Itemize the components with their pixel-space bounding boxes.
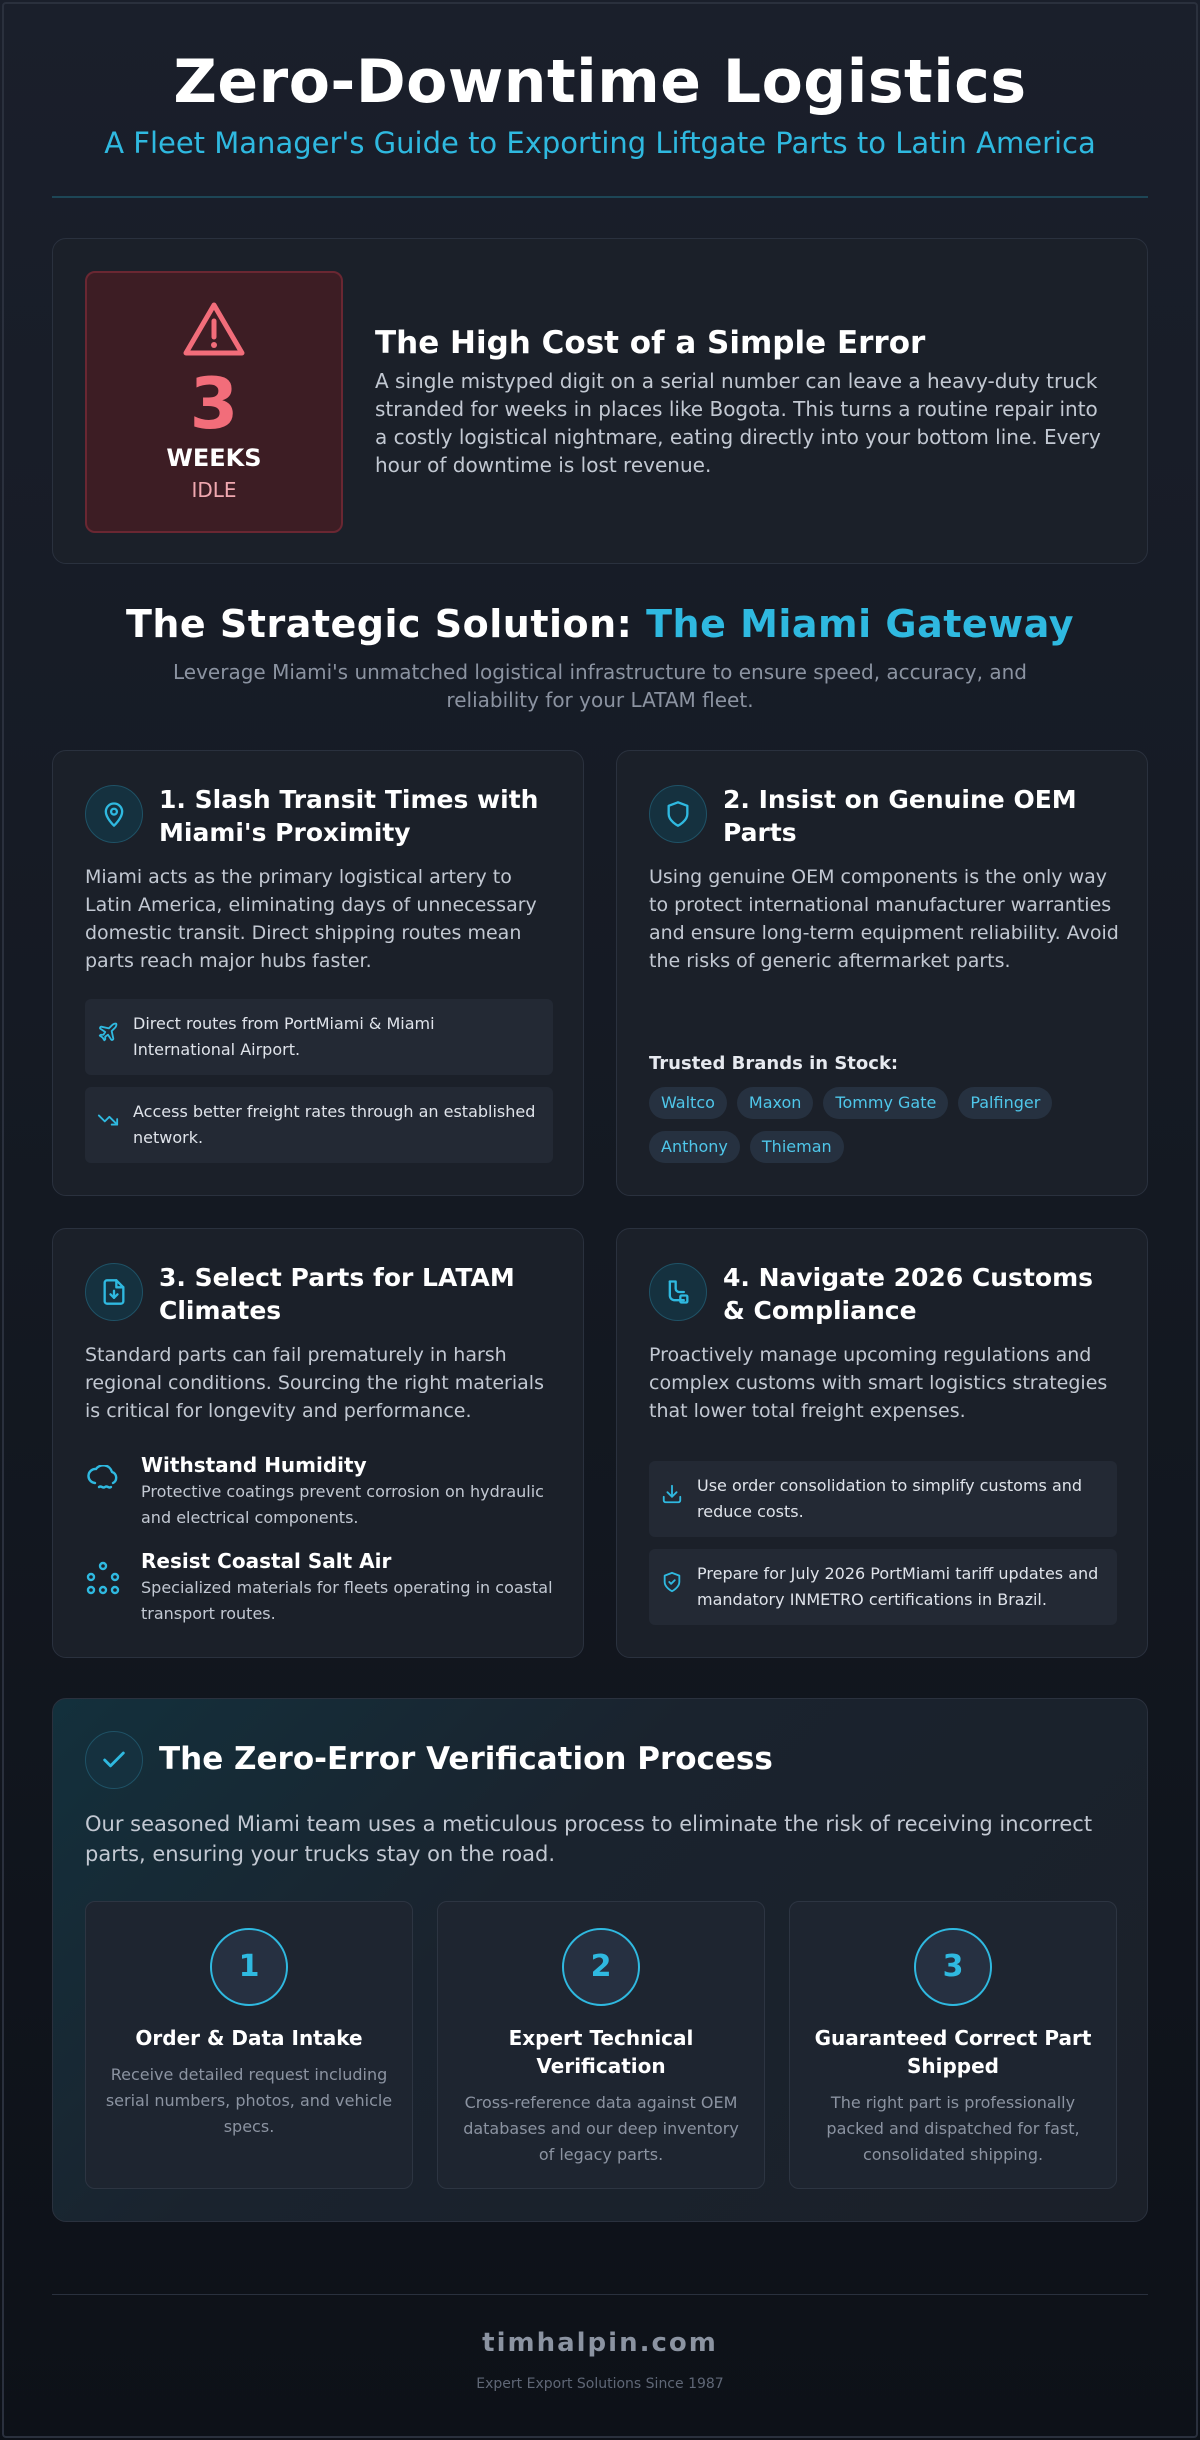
dots-icon xyxy=(85,1561,121,1599)
strategy-description: Leverage Miami's unmatched logistical infrastructure to ensure speed, accuracy, and reliability for your LATAM fleet. xyxy=(173,660,1027,712)
feature-description: Standard parts can fail prematurely in harsh regional conditions. Sourcing the right materials is critical for longevity and performance. xyxy=(85,1344,544,1422)
step-number: 3 xyxy=(914,1928,992,2006)
step-description: Cross-reference data against OEM databases and our deep inventory of legacy parts. xyxy=(463,2093,739,2164)
footer-site-link[interactable]: timhalpin.com xyxy=(482,2328,718,2358)
shield-icon xyxy=(649,785,707,843)
footer xyxy=(52,2326,1148,2394)
strategy-title xyxy=(52,598,1148,650)
step-number: 2 xyxy=(562,1928,640,2006)
feature-description: Miami acts as the primary logistical artery to Latin America, eliminating days of unnecessary domestic transit. Direct shipping routes mean parts reach major hubs faster. xyxy=(85,866,537,972)
strategy-title-prefix: The Strategic Solution: xyxy=(125,602,647,646)
climate-item-salt-air xyxy=(85,1547,555,1627)
brand-tag: Waltco xyxy=(649,1087,727,1119)
infographic xyxy=(52,0,1148,2392)
process-step xyxy=(85,1901,413,2189)
stat-number: 3 xyxy=(189,363,239,445)
brand-tag: Palfinger xyxy=(958,1087,1052,1119)
feature-title: 2. Insist on Genuine OEM Parts xyxy=(723,785,1077,847)
verification-title: The Zero-Error Verification Process xyxy=(159,1741,773,1777)
process-step xyxy=(789,1901,1117,2189)
step-number: 1 xyxy=(210,1928,288,2006)
process-step xyxy=(437,1901,765,2189)
transit-point-text: Direct routes from PortMiami & Miami International Airport. xyxy=(133,1014,435,1059)
customs-point-text: Prepare for July 2026 PortMiami tariff updates and mandatory INMETRO certifications in Brazil. xyxy=(697,1564,1099,1609)
strategy-title-highlight: The Miami Gateway xyxy=(646,602,1075,646)
step-title: Expert Technical Verification xyxy=(508,2026,694,2078)
cost-title: The High Cost of a Simple Error xyxy=(375,325,926,361)
feature-title: 4. Navigate 2026 Customs & Compliance xyxy=(723,1263,1093,1325)
page-subtitle: A Fleet Manager's Guide to Exporting Liftgate Parts to Latin America xyxy=(104,126,1096,160)
cloud-rain-icon xyxy=(85,1465,123,1499)
feature-description: Using genuine OEM components is the only way to protect international manufacturer warranties and ensure long-term equipment reliability. Avoid the risks of generic aftermarket parts. xyxy=(649,866,1119,972)
transit-point-text: Access better freight rates through an established network. xyxy=(133,1102,536,1147)
step-title: Guaranteed Correct Part Shipped xyxy=(814,2026,1092,2078)
feature-card-transit xyxy=(52,750,584,1196)
verification-card xyxy=(52,1698,1148,2222)
feature-title: 3. Select Parts for LATAM Climates xyxy=(159,1263,515,1325)
feature-card-oem xyxy=(616,750,1148,1196)
route-icon xyxy=(649,1263,707,1321)
header-divider xyxy=(52,196,1148,198)
footer-divider xyxy=(52,2294,1148,2295)
climate-item-title: Resist Coastal Salt Air xyxy=(141,1549,392,1573)
climate-item-text: Protective coatings prevent corrosion on hydraulic and electrical components. xyxy=(141,1482,544,1527)
step-title: Order & Data Intake xyxy=(135,2026,363,2050)
verification-description: Our seasoned Miami team uses a meticulous process to eliminate the risk of receiving incorrect parts, ensuring your trucks stay on the road. xyxy=(85,1812,1093,1866)
brand-tag: Thieman xyxy=(750,1131,844,1163)
stat-label: IDLE xyxy=(191,478,237,502)
warning-triangle-icon xyxy=(182,301,246,361)
climate-item-humidity xyxy=(85,1451,555,1531)
feature-description: Proactively manage upcoming regulations and complex customs with smart logistics strategies that lower total freight expenses. xyxy=(649,1344,1108,1422)
transit-point xyxy=(85,1087,553,1163)
cost-card xyxy=(52,238,1148,564)
strategy-section xyxy=(52,598,1148,714)
downtime-stat xyxy=(85,271,343,533)
step-description: The right part is professionally packed and dispatched for fast, consolidated shipping. xyxy=(826,2093,1080,2164)
step-description: Receive detailed request including serial numbers, photos, and vehicle specs. xyxy=(105,2065,393,2136)
download-icon xyxy=(661,1483,683,1513)
trending-down-icon xyxy=(97,1109,119,1139)
brand-tag: Tommy Gate xyxy=(823,1087,948,1119)
page-title: Zero-Downtime Logistics xyxy=(173,47,1027,117)
climate-item-title: Withstand Humidity xyxy=(141,1453,367,1477)
climate-item-text: Specialized materials for fleets operating in coastal transport routes. xyxy=(141,1578,553,1623)
airplane-icon xyxy=(97,1021,119,1051)
footer-tagline: Expert Export Solutions Since 1987 xyxy=(476,2376,724,2392)
transit-point xyxy=(85,999,553,1075)
customs-point xyxy=(649,1549,1117,1625)
cost-text-block xyxy=(375,323,1115,479)
customs-point xyxy=(649,1461,1117,1537)
feature-card-customs xyxy=(616,1228,1148,1658)
brand-tag: Maxon xyxy=(737,1087,814,1119)
page-header xyxy=(52,0,1148,198)
feature-title: 1. Slash Transit Times with Miami's Proximity xyxy=(159,785,539,847)
file-download-icon xyxy=(85,1263,143,1321)
cost-description: A single mistyped digit on a serial number can leave a heavy-duty truck stranded for weeks in places like Bogota. This turns a routine repair into a costly logistical nightmare, eating directly into your bottom line. Every hour of downtime is lost revenue. xyxy=(375,369,1101,477)
map-pin-icon xyxy=(85,785,143,843)
stat-unit: WEEKS xyxy=(166,444,262,472)
brands-label: Trusted Brands in Stock: xyxy=(649,1053,899,1074)
check-icon xyxy=(85,1731,143,1789)
shield-check-icon xyxy=(661,1571,683,1601)
brand-list xyxy=(649,1087,1119,1175)
customs-point-text: Use order consolidation to simplify customs and reduce costs. xyxy=(697,1476,1083,1521)
feature-card-climate xyxy=(52,1228,584,1658)
brand-tag: Anthony xyxy=(649,1131,740,1163)
